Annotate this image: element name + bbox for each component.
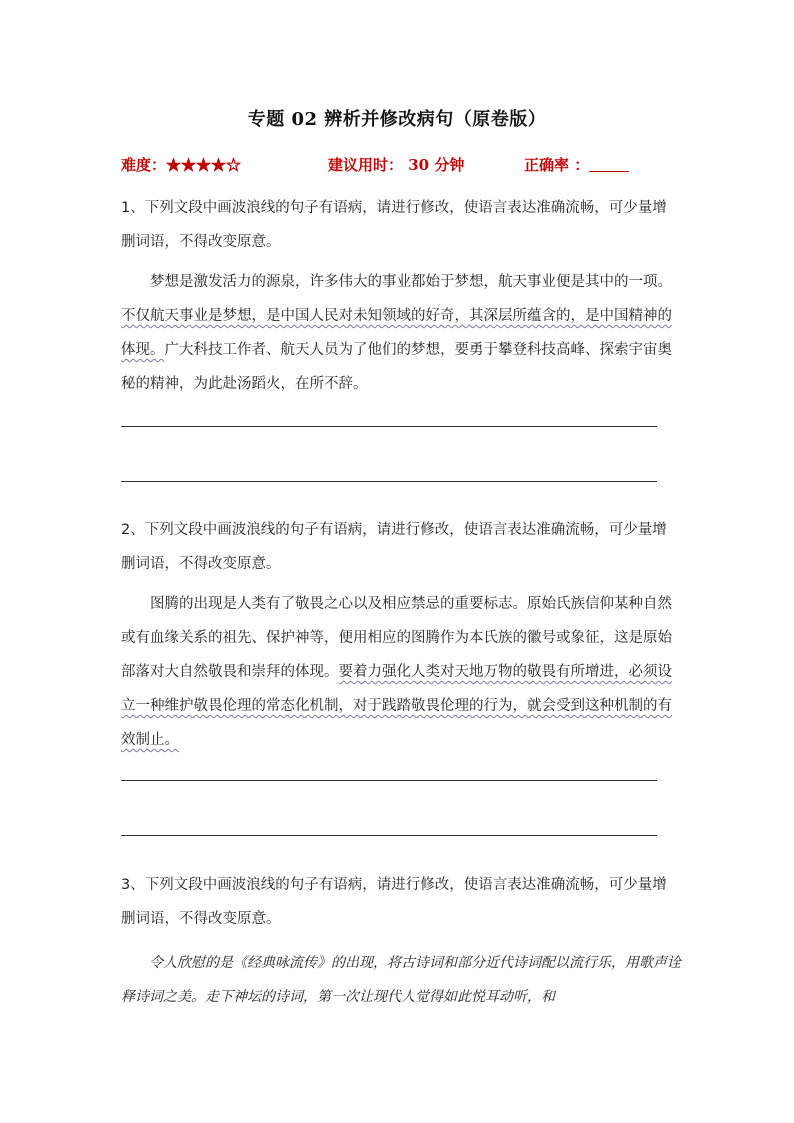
question-1-text-before: 梦想是激发活力的源泉，许多伟大的事业都始于梦想，航天事业便是其中的一项。	[150, 274, 672, 290]
question-2-prompt: 2、下列文段中画波浪线的句子有语病，请进行修改，使语言表达准确流畅，可少量增删词语，不得改变原意。	[121, 522, 667, 572]
suggested-time-label: 建议用时： 30 分钟	[328, 156, 465, 174]
question-2-wavy-sentence: 要着力强化人类对天地万物的敬畏有所增进，必须设立一种维护敬畏伦理的常态化机制，对于践踏敬畏伦理的行为，就会受到这种机制的有效制止。	[121, 664, 672, 748]
question-2-answer-line-2[interactable]	[121, 835, 657, 836]
page-title: 专题 02 辨析并修改病句（原卷版）	[247, 109, 547, 130]
question-1-text-after: 广大科技工作者、航天人员为了他们的梦想，要勇于攀登科技高峰、探索宇宙奥秘的精神，为此赴汤蹈火，在所不辞。	[121, 342, 672, 392]
question-3-prompt: 3、下列文段中画波浪线的句子有语病，请进行修改，使语言表达准确流畅，可少量增删词语，不得改变原意。	[121, 877, 667, 927]
question-2-answer-line-1[interactable]	[121, 780, 657, 781]
question-3-text-before: 令人欣慰的是《经典咏流传》的出现，将古诗词和部分近代诗词配以流行乐，用歌声诠释诗词之美。走下神坛的诗词，第一次让现代人觉得如此悦耳动听，和	[121, 955, 681, 1005]
accuracy-label: 正确率 ：	[524, 156, 590, 174]
question-1-answer-line-2[interactable]	[121, 481, 657, 482]
question-2-text-before: 图腾的出现是人类有了敬畏之心以及相应禁忌的重要标志。原始氏族信仰某种自然或有血缘关系的祖先、保护神等，便用相应的图腾作为本氏族的徽号或象征，这是原始部落对大自然敬畏和崇拜的体现。	[121, 596, 672, 680]
question-1-answer-line-1[interactable]	[121, 426, 657, 427]
difficulty-label: 难度：★★★★☆	[121, 156, 242, 174]
question-3-passage	[121, 946, 681, 1014]
accuracy-blank[interactable]	[589, 157, 629, 172]
question-1-passage	[121, 265, 681, 401]
question-1-prompt: 1、下列文段中画波浪线的句子有语病，请进行修改，使语言表达准确流畅，可少量增删词语，不得改变原意。	[121, 200, 667, 250]
accuracy-field	[524, 154, 629, 175]
question-2-passage	[121, 587, 681, 757]
question-1-wavy-sentence: 不仅航天事业是梦想，是中国人民对未知领域的好奇，其深层所蕴含的，是中国精神的体现。	[121, 308, 672, 358]
